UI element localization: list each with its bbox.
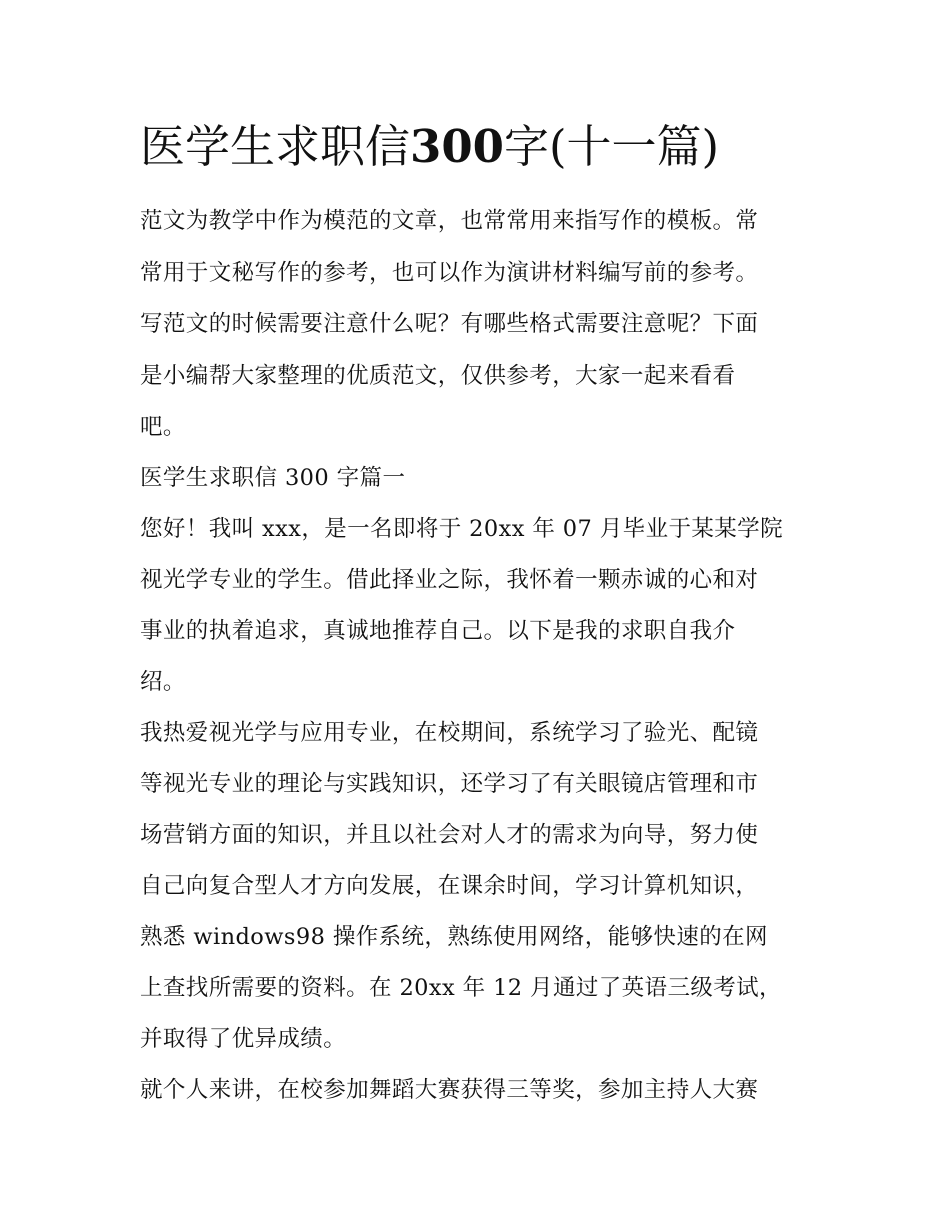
text-line-body-2: 视光学专业的学生。借此择业之际，我怀着一颗赤诚的心和对	[140, 567, 759, 593]
text-line-body-9: 熟悉 windows98 操作系统，熟练使用网络，能够快速的在网	[140, 924, 768, 950]
title-number: 300	[410, 120, 504, 173]
text-line-body-1: 您好！我叫 xxx，是一名即将于 20xx 年 07 月毕业于某某学院	[140, 516, 783, 542]
title-suffix: 字(十一篇)	[503, 120, 720, 173]
text-line-intro-2: 常用于文秘写作的参考，也可以作为演讲材料编写前的参考。	[140, 260, 759, 286]
text-line-body-6: 等视光专业的理论与实践知识，还学习了有关眼镜店管理和市	[140, 771, 759, 797]
text-line-body-12: 就个人来讲，在校参加舞蹈大赛获得三等奖，参加主持人大赛	[140, 1077, 759, 1103]
section-heading: 医学生求职信 300 字篇一	[140, 465, 406, 491]
text-line-intro-5: 吧。	[140, 414, 186, 440]
text-line-body-7: 场营销方面的知识，并且以社会对人才的需求为向导，努力使	[140, 822, 759, 848]
text-line-body-5: 我热爱视光学与应用专业，在校期间，系统学习了验光、配镜	[140, 720, 759, 746]
text-line-body-8: 自己向复合型人才方向发展，在课余时间，学习计算机知识，	[140, 873, 759, 899]
title-prefix: 医学生求职信	[140, 120, 411, 173]
document-title	[140, 116, 719, 178]
text-line-body-4: 绍。	[140, 669, 186, 695]
text-line-body-11: 并取得了优异成绩。	[140, 1026, 347, 1052]
text-line-intro-4: 是小编帮大家整理的优质范文，仅供参考，大家一起来看看	[140, 363, 736, 389]
text-line-body-3: 事业的执着追求，真诚地推荐自己。以下是我的求职自我介	[140, 618, 736, 644]
text-line-body-10: 上查找所需要的资料。在 20xx 年 12 月通过了英语三级考试，	[140, 975, 782, 1001]
text-line-intro-3: 写范文的时候需要注意什么呢？有哪些格式需要注意呢？下面	[140, 311, 759, 337]
text-line-intro-1: 范文为教学中作为模范的文章，也常常用来指写作的模板。常	[140, 208, 759, 234]
